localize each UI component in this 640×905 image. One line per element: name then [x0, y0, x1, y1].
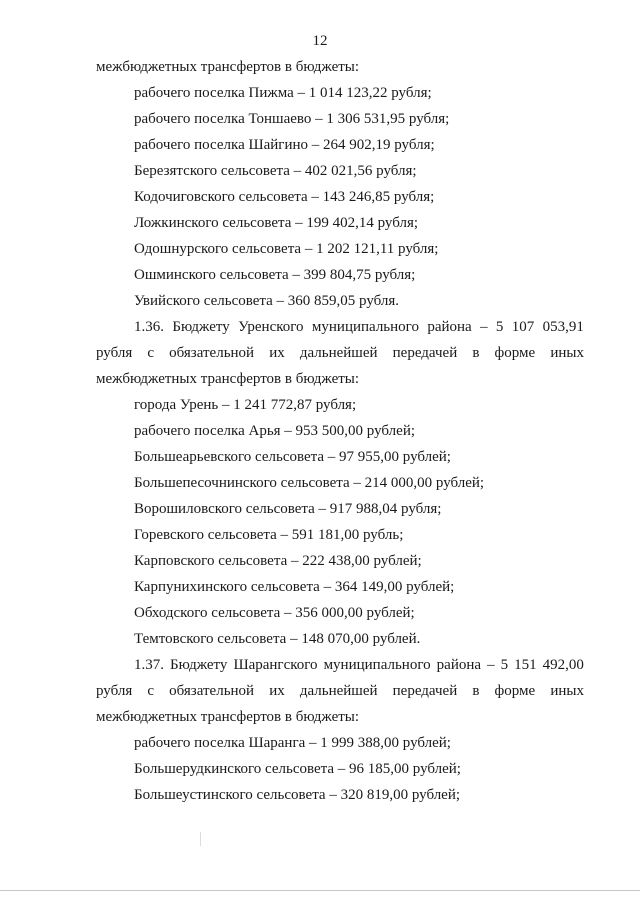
list-item: Большепесочнинского сельсовета – 214 000,00 рублей; [134, 475, 485, 491]
word: Бюджету [170, 657, 228, 673]
word: Шарангского [233, 657, 318, 673]
word: обязательной [169, 345, 255, 361]
list-item: Большеарьевского сельсовета – 97 955,00 рублей; [134, 449, 451, 465]
paragraph-1-36-line-1 [96, 314, 584, 340]
list-item: Обходского сельсовета – 356 000,00 рублей; [134, 605, 415, 621]
paragraph-1-36-line-2 [96, 340, 584, 366]
text-line: межбюджетных трансфертов в бюджеты: [96, 59, 360, 75]
word: муниципального [311, 319, 419, 335]
text-line: межбюджетных трансфертов в бюджеты: [96, 371, 360, 387]
word: рубля [96, 345, 133, 361]
list-item: Увийского сельсовета – 360 859,05 рубля. [134, 293, 400, 309]
word: дальнейшей [299, 683, 378, 699]
word: 107 [511, 319, 535, 335]
list-item: Карпунихинского сельсовета – 364 149,00 рублей; [134, 579, 455, 595]
paragraph-1-37-line-1 [96, 652, 584, 678]
word: района [427, 319, 472, 335]
word: иных [550, 345, 584, 361]
list-item: Березятского сельсовета – 402 021,56 рубля; [134, 163, 417, 179]
list-item: рабочего поселка Арья – 953 500,00 рублей; [134, 423, 416, 439]
word: 053,91 [542, 319, 584, 335]
word: их [269, 345, 285, 361]
word: района [436, 657, 482, 673]
word: 151 [514, 657, 537, 673]
list-item: Ошминского сельсовета – 399 804,75 рубля; [134, 267, 416, 283]
list-item: Горевского сельсовета – 591 181,00 рубль; [134, 527, 404, 543]
word: с [147, 345, 155, 361]
scan-artifact [200, 832, 201, 846]
word: дальнейшей [299, 345, 378, 361]
page-number: 12 [312, 33, 328, 49]
list-item: рабочего поселка Тоншаево – 1 306 531,95 рубля; [134, 111, 450, 127]
list-item: Темтовского сельсовета – 148 070,00 рублей. [134, 631, 421, 647]
footer-rule [0, 890, 640, 891]
list-item: Карповского сельсовета – 222 438,00 рублей; [134, 553, 422, 569]
word: в [472, 683, 480, 699]
word: обязательной [169, 683, 255, 699]
word: передачей [392, 345, 458, 361]
list-item: Ворошиловского сельсовета – 917 988,04 рубля; [134, 501, 442, 517]
word: форме [494, 345, 536, 361]
word: иных [550, 683, 584, 699]
word: муниципального [323, 657, 431, 673]
list-item: Большеустинского сельсовета – 320 819,00 рублей; [134, 787, 461, 803]
word: Уренского [238, 319, 304, 335]
word: 1.36. [134, 319, 164, 335]
document-body [96, 54, 584, 808]
word: форме [494, 683, 536, 699]
list-item: рабочего поселка Шаранга – 1 999 388,00 рублей; [134, 735, 451, 751]
paragraph-1-37-line-2 [96, 678, 584, 704]
word: 1.37. [134, 657, 164, 673]
list-item: города Урень – 1 241 772,87 рубля; [134, 397, 357, 413]
word: рубля [96, 683, 133, 699]
word: 492,00 [542, 657, 584, 673]
word: 5 [495, 319, 504, 335]
list-item: рабочего поселка Шайгино – 264 902,19 рубля; [134, 137, 435, 153]
list-item: Ложкинского сельсовета – 199 402,14 рубля; [134, 215, 419, 231]
list-item: Кодочиговского сельсовета – 143 246,85 рубля; [134, 189, 435, 205]
list-item: Одошнурского сельсовета – 1 202 121,11 рубля; [134, 241, 439, 257]
word: – [487, 657, 495, 673]
list-item: рабочего поселка Пижма – 1 014 123,22 рубля; [134, 85, 432, 101]
text-line: межбюджетных трансфертов в бюджеты: [96, 709, 360, 725]
list-item: Большерудкинского сельсовета – 96 185,00 рублей; [134, 761, 461, 777]
word: передачей [392, 683, 458, 699]
word: – [480, 319, 488, 335]
word: Бюджету [172, 319, 230, 335]
word: 5 [500, 657, 509, 673]
word: в [472, 345, 480, 361]
word: их [269, 683, 285, 699]
word: с [147, 683, 155, 699]
